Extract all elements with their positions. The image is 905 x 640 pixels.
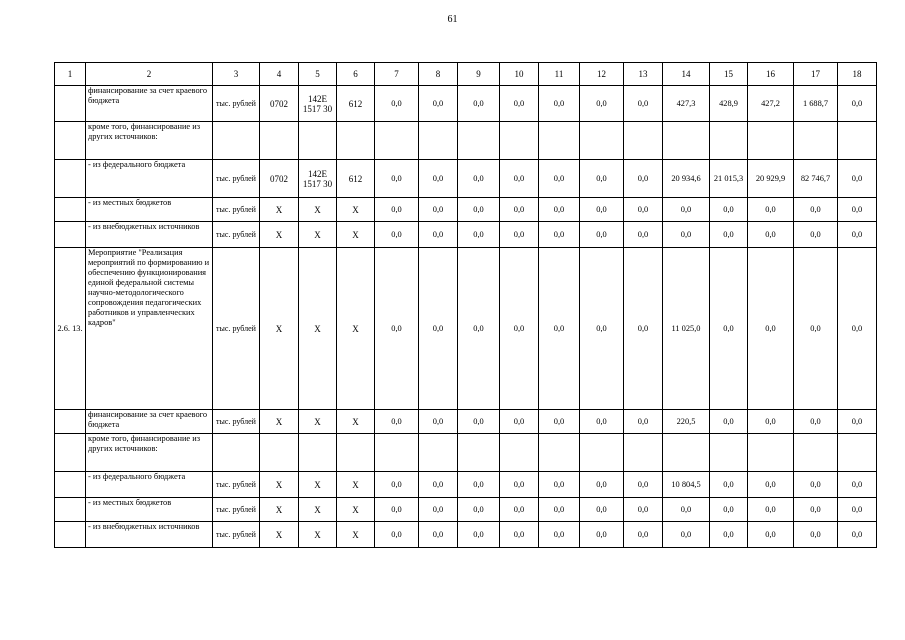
item-number-cell [55,86,86,122]
unit-cell: тыс. рублей [213,222,260,248]
value-cell [838,122,877,160]
value-cell: 0,0 [748,248,794,410]
value-cell: 0,0 [500,498,539,522]
header-cell: 12 [580,63,624,86]
item-number-cell: 2.6. 13. [55,248,86,410]
value-cell: 0,0 [458,86,500,122]
value-cell: 0,0 [624,222,663,248]
value-cell: 10 804,5 [663,472,710,498]
value-cell: 0,0 [580,222,624,248]
value-cell [580,122,624,160]
code-cell: Х [299,472,337,498]
code-cell: Х [337,248,375,410]
value-cell [375,122,419,160]
value-cell: 0,0 [539,248,580,410]
code-cell: 612 [337,86,375,122]
description-cell: финансирование за счет краевого бюджета [86,86,213,122]
value-cell: 0,0 [539,410,580,434]
value-cell: 0,0 [580,160,624,198]
value-cell: 0,0 [500,248,539,410]
value-cell: 0,0 [458,410,500,434]
code-cell: 0702 [260,160,299,198]
code-cell: Х [299,410,337,434]
value-cell: 0,0 [419,498,458,522]
item-number-cell [55,122,86,160]
value-cell: 82 746,7 [794,160,838,198]
code-cell: Х [260,222,299,248]
value-cell [838,434,877,472]
description-cell: - из федерального бюджета [86,472,213,498]
header-cell: 10 [500,63,539,86]
table-row [55,198,877,222]
value-cell: 0,0 [710,198,748,222]
header-cell: 17 [794,63,838,86]
value-cell: 0,0 [500,222,539,248]
table-row [55,160,877,198]
value-cell [748,122,794,160]
item-number-cell [55,498,86,522]
value-cell: 0,0 [663,222,710,248]
value-cell: 0,0 [375,198,419,222]
description-cell: Мероприятие "Реализация мероприятий по формированию и обеспечению функционирования единой федеральной системы научно-методологического сопровождения педагогических работников и управленческих кадров" [86,248,213,410]
value-cell [539,122,580,160]
code-cell: Х [299,522,337,548]
description-cell: финансирование за счет краевого бюджета [86,410,213,434]
code-cell: Х [299,248,337,410]
value-cell: 0,0 [580,410,624,434]
value-cell [580,434,624,472]
value-cell: 0,0 [458,222,500,248]
value-cell: 0,0 [500,86,539,122]
value-cell [458,434,500,472]
value-cell [539,434,580,472]
table-row [55,122,877,160]
item-number-cell [55,522,86,548]
value-cell: 0,0 [375,160,419,198]
value-cell: 0,0 [748,410,794,434]
value-cell: 0,0 [710,410,748,434]
code-cell: 0702 [260,86,299,122]
value-cell: 21 015,3 [710,160,748,198]
header-row [55,63,877,86]
value-cell [624,122,663,160]
table-row [55,434,877,472]
code-cell: Х [260,410,299,434]
value-cell: 0,0 [838,198,877,222]
value-cell: 0,0 [794,472,838,498]
header-cell: 18 [838,63,877,86]
value-cell: 20 929,9 [748,160,794,198]
value-cell [710,122,748,160]
value-cell: 0,0 [624,522,663,548]
value-cell: 0,0 [838,498,877,522]
value-cell: 0,0 [580,248,624,410]
value-cell: 0,0 [458,160,500,198]
code-cell [337,434,375,472]
value-cell [663,434,710,472]
value-cell: 0,0 [710,522,748,548]
table-row [55,522,877,548]
description-cell: - из внебюджетных источников [86,222,213,248]
value-cell: 0,0 [500,160,539,198]
code-cell: 142Е 1517 30 [299,86,337,122]
header-cell: 14 [663,63,710,86]
value-cell: 0,0 [539,198,580,222]
value-cell: 0,0 [794,198,838,222]
value-cell: 427,3 [663,86,710,122]
value-cell: 0,0 [419,410,458,434]
value-cell: 0,0 [375,248,419,410]
value-cell: 0,0 [838,472,877,498]
value-cell [375,434,419,472]
item-number-cell [55,198,86,222]
value-cell: 0,0 [710,498,748,522]
unit-cell: тыс. рублей [213,248,260,410]
value-cell: 0,0 [580,498,624,522]
value-cell: 0,0 [458,472,500,498]
page-number: 61 [447,14,458,25]
value-cell: 0,0 [539,160,580,198]
value-cell: 0,0 [838,522,877,548]
value-cell: 0,0 [838,86,877,122]
value-cell: 0,0 [794,522,838,548]
code-cell: Х [260,498,299,522]
code-cell: Х [299,222,337,248]
value-cell [500,434,539,472]
value-cell: 0,0 [748,472,794,498]
value-cell: 0,0 [375,472,419,498]
code-cell: Х [299,498,337,522]
value-cell: 0,0 [624,160,663,198]
item-number-cell [55,410,86,434]
unit-cell: тыс. рублей [213,410,260,434]
value-cell [419,434,458,472]
value-cell: 0,0 [539,522,580,548]
unit-cell: тыс. рублей [213,160,260,198]
value-cell: 0,0 [748,222,794,248]
value-cell: 0,0 [838,248,877,410]
code-cell: Х [337,222,375,248]
code-cell: Х [260,522,299,548]
value-cell: 428,9 [710,86,748,122]
unit-cell [213,434,260,472]
value-cell: 0,0 [580,522,624,548]
header-cell: 6 [337,63,375,86]
code-cell [260,434,299,472]
value-cell: 0,0 [838,222,877,248]
value-cell: 0,0 [539,498,580,522]
description-cell: - из местных бюджетов [86,498,213,522]
value-cell: 0,0 [419,86,458,122]
value-cell: 0,0 [663,498,710,522]
item-number-cell [55,222,86,248]
code-cell: 612 [337,160,375,198]
unit-cell: тыс. рублей [213,522,260,548]
value-cell: 0,0 [539,472,580,498]
value-cell: 0,0 [624,198,663,222]
description-cell: кроме того, финансирование из других источников: [86,122,213,160]
value-cell: 20 934,6 [663,160,710,198]
code-cell: 142Е 1517 30 [299,160,337,198]
value-cell: 0,0 [458,498,500,522]
value-cell [663,122,710,160]
value-cell: 0,0 [710,472,748,498]
code-cell: Х [260,472,299,498]
header-cell: 4 [260,63,299,86]
header-cell: 3 [213,63,260,86]
item-number-cell [55,434,86,472]
value-cell: 11 025,0 [663,248,710,410]
value-cell [624,434,663,472]
header-cell: 11 [539,63,580,86]
item-number-cell [55,472,86,498]
code-cell [337,122,375,160]
unit-cell: тыс. рублей [213,198,260,222]
value-cell: 0,0 [500,198,539,222]
value-cell: 0,0 [624,410,663,434]
header-cell: 13 [624,63,663,86]
code-cell: Х [299,198,337,222]
value-cell: 0,0 [580,86,624,122]
value-cell: 0,0 [748,198,794,222]
value-cell: 0,0 [838,410,877,434]
value-cell: 0,0 [624,86,663,122]
unit-cell: тыс. рублей [213,498,260,522]
table-row [55,472,877,498]
table-row [55,222,877,248]
value-cell: 0,0 [748,522,794,548]
code-cell: Х [337,522,375,548]
value-cell: 0,0 [419,248,458,410]
value-cell [458,122,500,160]
value-cell: 0,0 [375,522,419,548]
value-cell: 0,0 [419,160,458,198]
value-cell: 0,0 [624,472,663,498]
value-cell: 0,0 [375,86,419,122]
value-cell: 220,5 [663,410,710,434]
value-cell: 0,0 [539,222,580,248]
value-cell: 427,2 [748,86,794,122]
value-cell: 0,0 [375,410,419,434]
value-cell: 0,0 [580,472,624,498]
value-cell: 0,0 [500,522,539,548]
value-cell: 0,0 [624,498,663,522]
code-cell: Х [337,472,375,498]
value-cell: 0,0 [710,248,748,410]
header-cell: 5 [299,63,337,86]
value-cell [419,122,458,160]
value-cell [794,122,838,160]
value-cell: 0,0 [458,522,500,548]
value-cell: 0,0 [624,248,663,410]
header-cell: 7 [375,63,419,86]
code-cell [299,434,337,472]
budget-table [54,62,877,548]
table-row [55,410,877,434]
value-cell: 0,0 [419,522,458,548]
description-cell: - из местных бюджетов [86,198,213,222]
table-row [55,86,877,122]
code-cell [260,122,299,160]
value-cell: 0,0 [710,222,748,248]
unit-cell: тыс. рублей [213,472,260,498]
code-cell: Х [260,198,299,222]
header-cell: 8 [419,63,458,86]
unit-cell [213,122,260,160]
value-cell: 0,0 [419,222,458,248]
value-cell: 0,0 [539,86,580,122]
value-cell: 0,0 [500,472,539,498]
item-number-cell [55,160,86,198]
value-cell: 0,0 [458,198,500,222]
value-cell: 0,0 [794,410,838,434]
code-cell [299,122,337,160]
description-cell: кроме того, финансирование из других источников: [86,434,213,472]
value-cell: 0,0 [500,410,539,434]
value-cell: 1 688,7 [794,86,838,122]
value-cell: 0,0 [458,248,500,410]
header-cell: 16 [748,63,794,86]
code-cell: Х [337,198,375,222]
description-cell: - из внебюджетных источников [86,522,213,548]
code-cell: Х [337,410,375,434]
value-cell [794,434,838,472]
value-cell: 0,0 [663,522,710,548]
code-cell: Х [337,498,375,522]
value-cell: 0,0 [419,198,458,222]
header-cell: 9 [458,63,500,86]
value-cell: 0,0 [748,498,794,522]
value-cell: 0,0 [663,198,710,222]
value-cell: 0,0 [794,222,838,248]
value-cell [748,434,794,472]
table-row [55,248,877,410]
code-cell: Х [260,248,299,410]
description-cell: - из федерального бюджета [86,160,213,198]
value-cell: 0,0 [375,222,419,248]
value-cell: 0,0 [794,248,838,410]
header-cell: 15 [710,63,748,86]
value-cell: 0,0 [794,498,838,522]
unit-cell: тыс. рублей [213,86,260,122]
value-cell: 0,0 [580,198,624,222]
value-cell [710,434,748,472]
value-cell: 0,0 [375,498,419,522]
value-cell: 0,0 [419,472,458,498]
table-row [55,498,877,522]
value-cell [500,122,539,160]
header-cell: 2 [86,63,213,86]
header-cell: 1 [55,63,86,86]
value-cell: 0,0 [838,160,877,198]
